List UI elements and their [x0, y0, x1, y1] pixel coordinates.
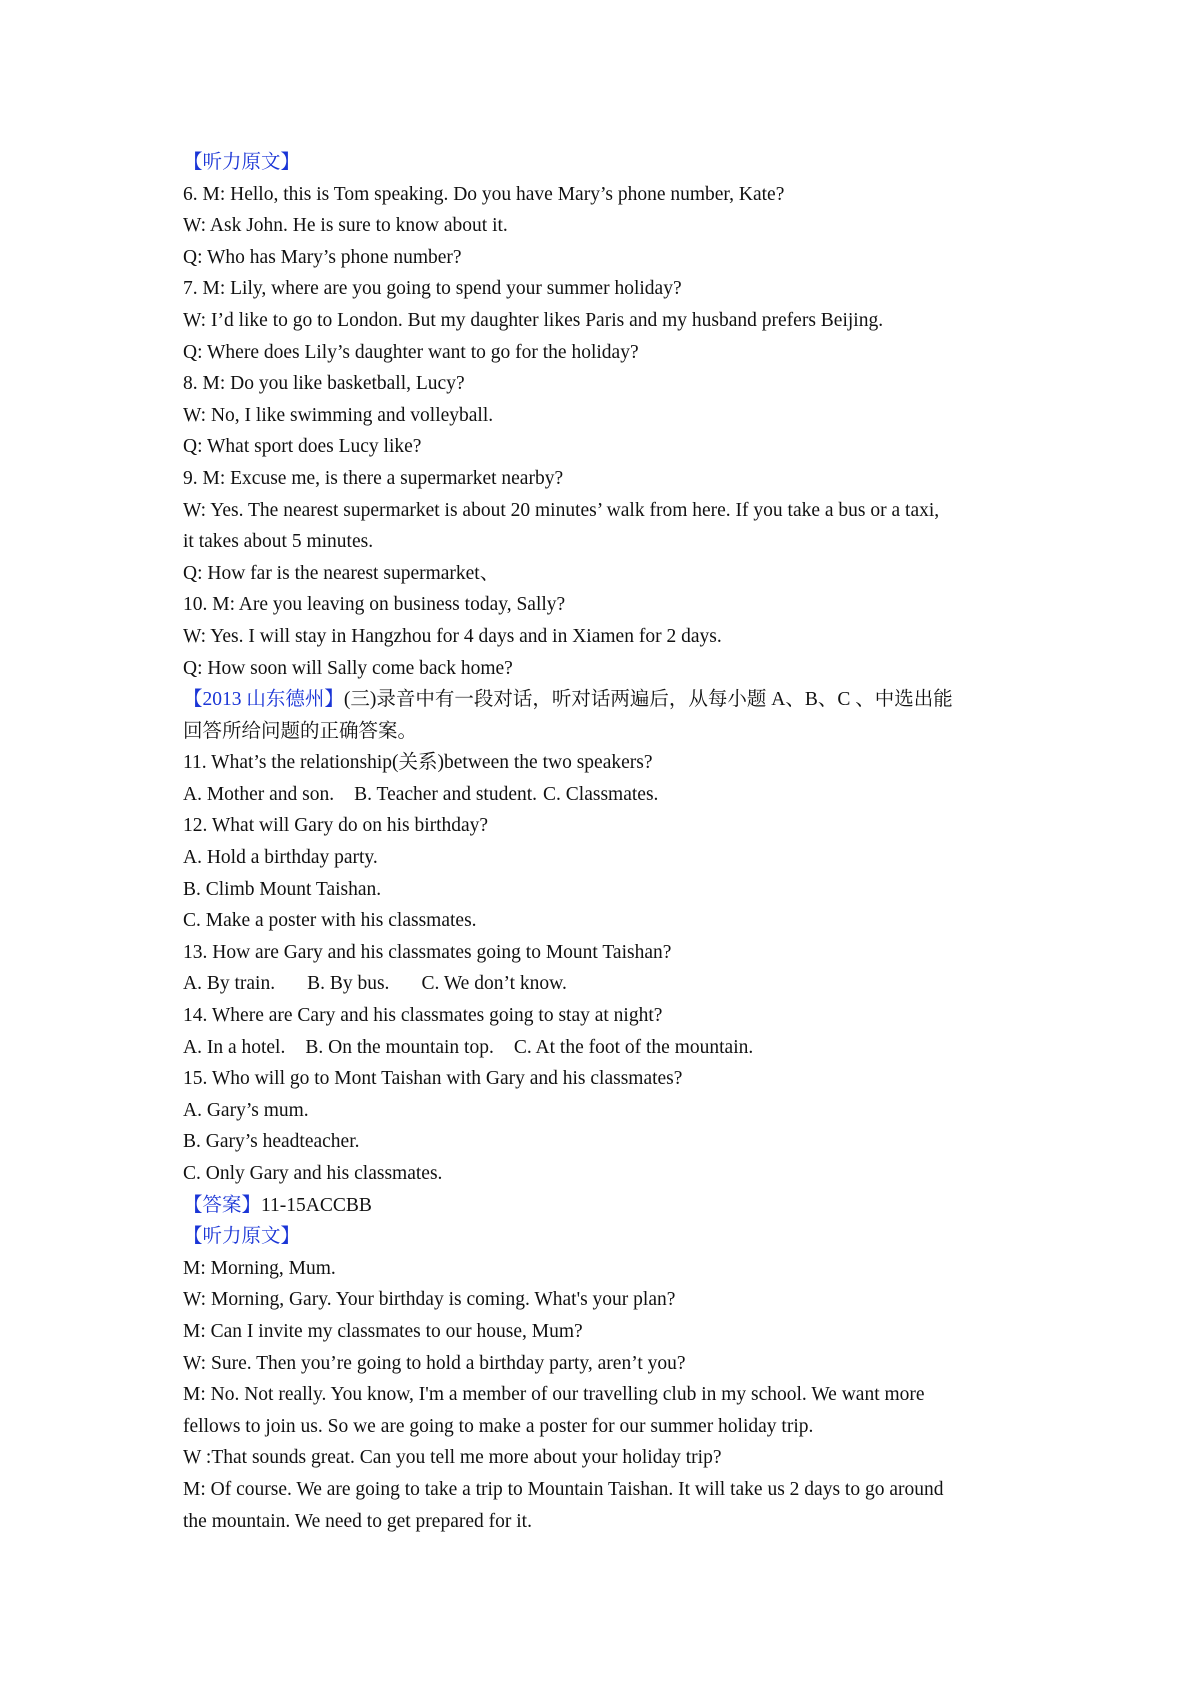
dialogue-line: the mountain. We need to get prepared for it.: [183, 1510, 532, 1532]
dialogue-line: W: Sure. Then you’re going to hold a birthday party, aren’t you?: [183, 1352, 686, 1374]
question-15: 15. Who will go to Mont Taishan with Gary and his classmates?: [183, 1068, 683, 1090]
transcript-line: 6. M: Hello, this is Tom speaking. Do you have Mary’s phone number, Kate?: [183, 183, 785, 205]
option-b: B. Climb Mount Taishan.: [183, 878, 382, 900]
question-11-options: [183, 779, 1028, 811]
question-11: 11. What’s the relationship(关系)between the two speakers?: [183, 752, 653, 774]
section-heading-listening-text: 【听力原文】: [183, 1226, 301, 1248]
transcript-line: Q: Who has Mary’s phone number?: [183, 246, 462, 268]
option-b: B. Gary’s headteacher.: [183, 1131, 360, 1153]
question-14-options: [183, 1032, 1028, 1064]
document-page: [183, 147, 1028, 1537]
dialogue-line: M: Morning, Mum.: [183, 1257, 336, 1279]
transcript-line: Q: How soon will Sally come back home?: [183, 657, 513, 679]
dialogue-line: fellows to join us. So we are going to make a poster for our summer holiday trip.: [183, 1415, 814, 1437]
dialogue-line: W :That sounds great. Can you tell me more about your holiday trip?: [183, 1447, 722, 1469]
transcript-line: it takes about 5 minutes.: [183, 531, 374, 553]
transcript-line: 8. M: Do you like basketball, Lucy?: [183, 373, 465, 395]
dialogue-line: M: Can I invite my classmates to our house, Mum?: [183, 1320, 583, 1342]
option-a: A. Mother and son.: [183, 783, 335, 805]
question-12: 12. What will Gary do on his birthday?: [183, 815, 489, 837]
transcript-line: W: Ask John. He is sure to know about it.: [183, 215, 508, 237]
transcript-line: 7. M: Lily, where are you going to spend your summer holiday?: [183, 278, 682, 300]
answer-tag: 【答案】: [183, 1194, 262, 1216]
option-a: A. Hold a birthday party.: [183, 847, 378, 869]
dialogue-line: W: Morning, Gary. Your birthday is coming. What's your plan?: [183, 1289, 676, 1311]
option-c: C. We don’t know.: [421, 973, 567, 995]
option-c: C. At the foot of the mountain.: [513, 1036, 754, 1058]
dialogue-line: M: Of course. We are going to take a trip to Mountain Taishan. It will take us 2 days to go around: [183, 1478, 944, 1500]
answer-value: 11-15ACCBB: [261, 1194, 372, 1216]
option-c: C. Make a poster with his classmates.: [183, 910, 477, 932]
option-c: C. Classmates.: [543, 783, 659, 805]
question-13-options: [183, 968, 1028, 1000]
transcript-line: W: Yes. The nearest supermarket is about 20 minutes’ walk from here. If you take a bus or a taxi,: [183, 499, 940, 521]
option-a: A. By train.: [183, 973, 276, 995]
transcript-line: Q: What sport does Lucy like?: [183, 436, 422, 458]
transcript-line: 9. M: Excuse me, is there a supermarket nearby?: [183, 467, 564, 489]
transcript-line: W: Yes. I will stay in Hangzhou for 4 days and in Xiamen for 2 days.: [183, 625, 722, 647]
answer-line: [183, 1190, 1028, 1222]
transcript-line: Q: How far is the nearest supermarket、: [183, 562, 500, 584]
transcript-line: Q: Where does Lily’s daughter want to go for the holiday?: [183, 341, 639, 363]
question-13: 13. How are Gary and his classmates going to Mount Taishan?: [183, 941, 672, 963]
source-tag: 【2013 山东德州】: [183, 689, 344, 711]
option-a: A. Gary’s mum.: [183, 1099, 309, 1121]
instruction-text: (三)录音中有一段对话，听对话两遍后，从每小题 A、B、C 、中选出能: [343, 689, 953, 711]
question-14: 14. Where are Cary and his classmates going to stay at night?: [183, 1005, 663, 1027]
option-b: B. Teacher and student.: [354, 783, 538, 805]
transcript-line: W: I’d like to go to London. But my daughter likes Paris and my husband prefers Beijing.: [183, 309, 884, 331]
option-a: A. In a hotel.: [183, 1036, 286, 1058]
option-c: C. Only Gary and his classmates.: [183, 1163, 443, 1184]
transcript-line: W: No, I like swimming and volleyball.: [183, 404, 494, 426]
transcript-line: 10. M: Are you leaving on business today, Sally?: [183, 594, 566, 616]
section-instruction: [183, 684, 1028, 716]
instruction-continuation: 回答所给问题的正确答案。: [183, 720, 418, 742]
option-b: B. On the mountain top.: [305, 1036, 494, 1058]
option-b: B. By bus.: [307, 973, 390, 995]
dialogue-line: M: No. Not really. You know, I'm a member of our travelling club in my school. We want more: [183, 1384, 925, 1406]
section-heading-listening-text: 【听力原文】: [183, 152, 301, 173]
